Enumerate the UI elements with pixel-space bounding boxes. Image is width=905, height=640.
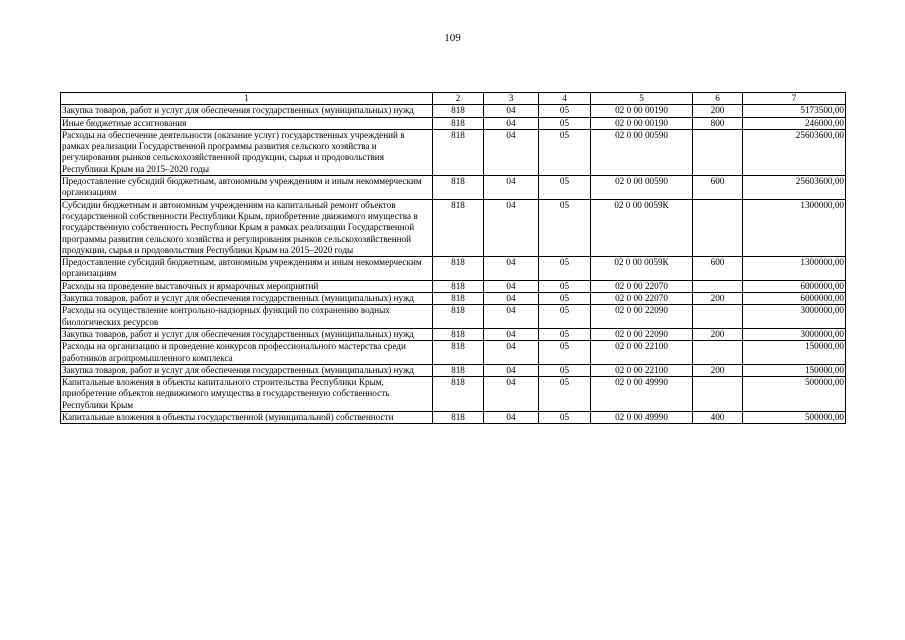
- column-header-6: 6: [693, 93, 743, 105]
- ministry-code-cell: 818: [433, 328, 484, 340]
- amount-cell: 6000000,00: [743, 280, 846, 292]
- subsection-code-cell: 05: [539, 305, 591, 329]
- expense-name-cell: Закупка товаров, работ и услуг для обеспечения государственных (муниципальных) нужд: [61, 105, 433, 117]
- amount-cell: 3000000,00: [743, 328, 846, 340]
- subsection-code-cell: 05: [539, 117, 591, 129]
- column-header-7: 7: [743, 93, 846, 105]
- subsection-code-cell: 05: [539, 293, 591, 305]
- section-code-cell: 04: [484, 117, 539, 129]
- subsection-code-cell: 05: [539, 280, 591, 292]
- target-article-cell: 02 0 00 00590: [591, 129, 693, 175]
- ministry-code-cell: 818: [433, 199, 484, 256]
- header-row: [61, 93, 846, 105]
- target-article-cell: 02 0 00 22070: [591, 280, 693, 292]
- table-row: [61, 341, 846, 365]
- expense-name-cell: Предоставление субсидий бюджетным, автономным учреждениям и иным некоммерческим организациям: [61, 176, 433, 200]
- section-code-cell: 04: [484, 176, 539, 200]
- amount-cell: 246000,00: [743, 117, 846, 129]
- amount-cell: 150000,00: [743, 341, 846, 365]
- table-row: [61, 117, 846, 129]
- column-header-1: 1: [61, 93, 433, 105]
- table-row: [61, 293, 846, 305]
- ministry-code-cell: 818: [433, 129, 484, 175]
- section-code-cell: 04: [484, 199, 539, 256]
- subsection-code-cell: 05: [539, 412, 591, 424]
- subsection-code-cell: 05: [539, 129, 591, 175]
- budget-table: [60, 92, 846, 424]
- section-code-cell: 04: [484, 412, 539, 424]
- expense-name-cell: Закупка товаров, работ и услуг для обеспечения государственных (муниципальных) нужд: [61, 364, 433, 376]
- section-code-cell: 04: [484, 328, 539, 340]
- subsection-code-cell: 05: [539, 377, 591, 412]
- expense-name-cell: Расходы на обеспечение деятельности (оказание услуг) государственных учреждений в рамках реализации Государственной программы развития сельского хозяйства и регулирования рынков сельскохозяйственной продукции, сырья и продовольствия Республики Крым на 2015–2020 годы: [61, 129, 433, 175]
- table-row: [61, 305, 846, 329]
- subsection-code-cell: 05: [539, 341, 591, 365]
- column-header-3: 3: [484, 93, 539, 105]
- expense-name-cell: Иные бюджетные ассигнования: [61, 117, 433, 129]
- expense-type-cell: 600: [693, 176, 743, 200]
- subsection-code-cell: 05: [539, 328, 591, 340]
- table-row: [61, 176, 846, 200]
- target-article-cell: 02 0 00 22090: [591, 328, 693, 340]
- section-code-cell: 04: [484, 280, 539, 292]
- expense-name-cell: Капитальные вложения в объекты капитального строительства Республики Крым, приобретение объектов недвижимого имущества в государственную собственность Республики Крым: [61, 377, 433, 412]
- amount-cell: 500000,00: [743, 412, 846, 424]
- ministry-code-cell: 818: [433, 305, 484, 329]
- expense-type-cell: 400: [693, 412, 743, 424]
- subsection-code-cell: 05: [539, 199, 591, 256]
- section-code-cell: 04: [484, 341, 539, 365]
- ministry-code-cell: 818: [433, 377, 484, 412]
- expense-type-cell: [693, 199, 743, 256]
- expense-name-cell: Расходы на осуществление контрольно-надзорных функций по сохранению водных биологических ресурсов: [61, 305, 433, 329]
- table-row: [61, 257, 846, 281]
- ministry-code-cell: 818: [433, 117, 484, 129]
- amount-cell: 25603600,00: [743, 129, 846, 175]
- expense-name-cell: Закупка товаров, работ и услуг для обеспечения государственных (муниципальных) нужд: [61, 293, 433, 305]
- expense-type-cell: 800: [693, 117, 743, 129]
- amount-cell: 3000000,00: [743, 305, 846, 329]
- amount-cell: 5173500,00: [743, 105, 846, 117]
- expense-type-cell: [693, 305, 743, 329]
- section-code-cell: 04: [484, 305, 539, 329]
- target-article-cell: 02 0 00 0059К: [591, 257, 693, 281]
- column-header-5: 5: [591, 93, 693, 105]
- ministry-code-cell: 818: [433, 280, 484, 292]
- expense-type-cell: 200: [693, 105, 743, 117]
- table-row: [61, 280, 846, 292]
- section-code-cell: 04: [484, 129, 539, 175]
- ministry-code-cell: 818: [433, 105, 484, 117]
- expense-type-cell: [693, 341, 743, 365]
- target-article-cell: 02 0 00 22070: [591, 293, 693, 305]
- section-code-cell: 04: [484, 293, 539, 305]
- ministry-code-cell: 818: [433, 412, 484, 424]
- expense-name-cell: Расходы на проведение выставочных и ярмарочных мероприятий: [61, 280, 433, 292]
- target-article-cell: 02 0 00 0059К: [591, 199, 693, 256]
- amount-cell: 1300000,00: [743, 199, 846, 256]
- table-row: [61, 412, 846, 424]
- target-article-cell: 02 0 00 22100: [591, 364, 693, 376]
- amount-cell: 6000000,00: [743, 293, 846, 305]
- ministry-code-cell: 818: [433, 341, 484, 365]
- expense-type-cell: [693, 129, 743, 175]
- expense-type-cell: 200: [693, 364, 743, 376]
- target-article-cell: 02 0 00 22090: [591, 305, 693, 329]
- target-article-cell: 02 0 00 00190: [591, 117, 693, 129]
- subsection-code-cell: 05: [539, 257, 591, 281]
- table-row: [61, 129, 846, 175]
- expense-type-cell: 200: [693, 328, 743, 340]
- expense-type-cell: 200: [693, 293, 743, 305]
- subsection-code-cell: 05: [539, 105, 591, 117]
- expense-name-cell: Расходы на организацию и проведение конкурсов профессионального мастерства среди работников агропромышленного комплекса: [61, 341, 433, 365]
- table-row: [61, 328, 846, 340]
- target-article-cell: 02 0 00 00190: [591, 105, 693, 117]
- section-code-cell: 04: [484, 377, 539, 412]
- section-code-cell: 04: [484, 257, 539, 281]
- amount-cell: 500000,00: [743, 377, 846, 412]
- expense-name-cell: Закупка товаров, работ и услуг для обеспечения государственных (муниципальных) нужд: [61, 328, 433, 340]
- amount-cell: 1300000,00: [743, 257, 846, 281]
- ministry-code-cell: 818: [433, 293, 484, 305]
- target-article-cell: 02 0 00 49990: [591, 377, 693, 412]
- expense-name-cell: Субсидии бюджетным и автономным учреждениям на капитальный ремонт объектов государственной собственности Республики Крым, приобретение движимого имущества в государственную собственность Республики Крым в рамках реализации Государственной программы развития сельского хозяйства и регулирования рынков сельскохозяйственной продукции, сырья и продовольствия Республики Крым на 2015–2020 годы: [61, 199, 433, 256]
- table-row: [61, 377, 846, 412]
- section-code-cell: 04: [484, 364, 539, 376]
- column-header-2: 2: [433, 93, 484, 105]
- ministry-code-cell: 818: [433, 176, 484, 200]
- column-header-4: 4: [539, 93, 591, 105]
- expense-name-cell: Предоставление субсидий бюджетным, автономным учреждениям и иным некоммерческим организациям: [61, 257, 433, 281]
- subsection-code-cell: 05: [539, 176, 591, 200]
- ministry-code-cell: 818: [433, 364, 484, 376]
- section-code-cell: 04: [484, 105, 539, 117]
- table-row: [61, 199, 846, 256]
- amount-cell: 25603600,00: [743, 176, 846, 200]
- target-article-cell: 02 0 00 00590: [591, 176, 693, 200]
- subsection-code-cell: 05: [539, 364, 591, 376]
- target-article-cell: 02 0 00 22100: [591, 341, 693, 365]
- expense-name-cell: Капитальные вложения в объекты государственной (муниципальной) собственности: [61, 412, 433, 424]
- expense-type-cell: [693, 377, 743, 412]
- table-row: [61, 364, 846, 376]
- table-row: [61, 105, 846, 117]
- ministry-code-cell: 818: [433, 257, 484, 281]
- target-article-cell: 02 0 00 49990: [591, 412, 693, 424]
- expense-type-cell: [693, 280, 743, 292]
- amount-cell: 150000,00: [743, 364, 846, 376]
- page-number: 109: [444, 32, 461, 44]
- table-body: [61, 105, 846, 424]
- expense-type-cell: 600: [693, 257, 743, 281]
